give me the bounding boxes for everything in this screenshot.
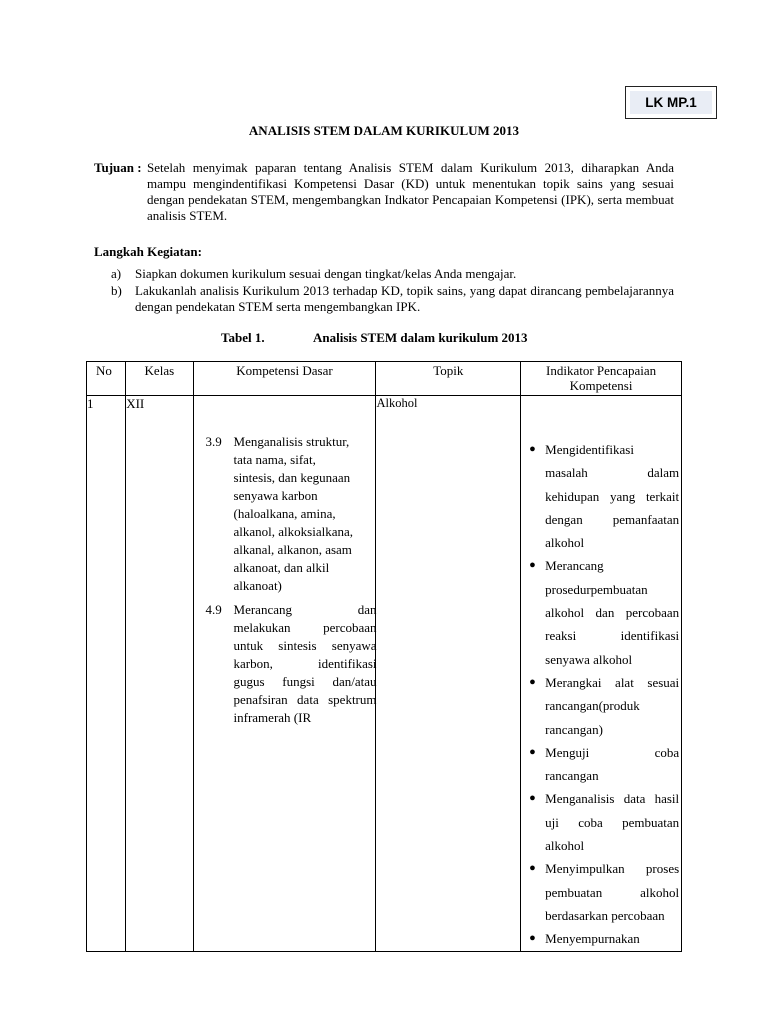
indikator-list [527, 438, 680, 951]
kd-line: karbon, identifikasi [233, 656, 377, 671]
indikator-line: rancangan(produk [545, 698, 640, 714]
kd-line: alkanoat, dan alkil [233, 560, 330, 575]
indikator-line: rancangan) [545, 721, 603, 737]
indikator-line: Merangkai alat sesuai [545, 674, 680, 690]
kd-line: inframerah (IR [233, 710, 312, 725]
bullet-icon: ● [529, 559, 536, 572]
table-row [87, 396, 682, 952]
document-code-label: LK MP.1 [630, 91, 712, 114]
indikator-item [527, 554, 680, 670]
kd-line: untuk sintesis senyawa [233, 638, 377, 653]
kd-number: 3.9 [205, 434, 222, 449]
kd-line: (haloalkana, amina, [233, 506, 336, 521]
indikator-item [527, 927, 675, 950]
tujuan-label: Tujuan : [94, 160, 142, 175]
bullet-icon: ● [529, 443, 536, 455]
indikator-item [527, 857, 680, 927]
indikator-line: prosedurpembuatan [545, 581, 648, 597]
indikator-item [527, 741, 680, 788]
document-code-badge [625, 86, 717, 119]
step-marker-b: b) [111, 283, 122, 298]
indikator-line: Menyempurnakan [545, 931, 640, 947]
kd-line: alkanal, alkanon, asam [233, 542, 352, 557]
bullet-icon: ● [529, 745, 536, 758]
table-header-row [87, 362, 682, 396]
indikator-line: senyawa alkohol [545, 651, 633, 667]
indikator-line: dengan pemanfaatan [545, 511, 680, 527]
indikator-line: uji coba pembuatan [545, 814, 680, 830]
kd-line: melakukan percobaan [233, 620, 377, 635]
cell-no: 1 [87, 396, 126, 952]
cell-topik: Alkohol [376, 396, 521, 952]
indikator-line: rancangan [545, 768, 599, 784]
indikator-line: Mengidentifikasi [545, 442, 634, 457]
header-topik: Topik [376, 362, 521, 396]
langkah-title: Langkah Kegiatan: [94, 244, 202, 259]
kd-line: gugus fungsi dan/atau [233, 674, 377, 689]
header-kelas: Kelas [126, 362, 193, 396]
step-marker-a: a) [111, 266, 122, 281]
header-kompetensi-dasar: Kompetensi Dasar [193, 362, 376, 396]
indikator-item [527, 438, 680, 554]
kd-description [234, 601, 377, 727]
indikator-line: Merancang [545, 558, 604, 574]
header-no: No [87, 362, 126, 396]
indikator-line: Menyimpulkan proses [545, 861, 680, 877]
bullet-icon: ● [529, 932, 536, 945]
indikator-line: alkohol [545, 838, 585, 854]
table-caption-title: Analisis STEM dalam kurikulum 2013 [313, 330, 528, 345]
indikator-line: Menganalisis data hasil [545, 791, 680, 807]
document-title: ANALISIS STEM DALAM KURIKULUM 2013 [248, 123, 520, 138]
header-indikator: Indikator Pencapaian Kompetensi [521, 362, 682, 396]
bullet-icon: ● [529, 675, 536, 688]
bullet-icon: ● [529, 792, 536, 805]
kd-line: Menganalisis struktur, [233, 434, 350, 449]
kd-description [234, 433, 374, 595]
indikator-line: masalah dalam [545, 465, 680, 481]
stem-analysis-table [86, 361, 682, 952]
indikator-line: alkohol [545, 535, 585, 551]
kd-line: Merancang dan [233, 602, 377, 617]
indikator-line: pembuatan alkohol [545, 884, 680, 900]
indikator-item [527, 671, 680, 741]
step-text-a: Siapkan dokumen kurikulum sesuai dengan tingkat/kelas Anda mengajar. [135, 266, 517, 281]
indikator-line: kehidupan yang terkait [545, 488, 680, 504]
kd-number: 4.9 [205, 602, 222, 617]
indikator-line: Menguji coba [545, 744, 680, 760]
kd-line: alkanol, alkoksialkana, [233, 524, 354, 539]
kd-line: penafsiran data spektrum [233, 692, 377, 707]
bullet-icon: ● [529, 862, 536, 875]
step-text-b: Lakukanlah analisis Kurikulum 2013 terhadap KD, topik sains, yang dapat dirancang pembelajarannya dengan pendekatan STEM serta mengembangkan IPK. [135, 283, 674, 314]
kd-line: alkanoat) [233, 578, 282, 593]
cell-kompetensi-dasar [193, 396, 376, 952]
kd-line: tata nama, sifat, [233, 452, 316, 467]
indikator-item [527, 787, 680, 857]
indikator-line: reaksi identifikasi [545, 628, 680, 644]
kd-line: sintesis, dan kegunaan [233, 470, 351, 485]
table-caption-label: Tabel 1. [221, 330, 265, 345]
cell-kelas: XII [126, 396, 193, 952]
indikator-line: berdasarkan percobaan [545, 907, 665, 923]
cell-indikator [521, 396, 682, 952]
tujuan-text: Setelah menyimak paparan tentang Analisis STEM dalam Kurikulum 2013, diharapkan Anda mampu mengindentifikasi Kompetensi Dasar (KD) untuk menentukan topik sains yang sesuai dengan pendekatan STEM, mengembangkan Indkator Pencapaian Kompetensi (IPK), serta membuat analisis STEM. [147, 160, 674, 223]
indikator-line: alkohol dan percobaan [545, 605, 680, 621]
kd-line: senyawa karbon [233, 488, 318, 503]
